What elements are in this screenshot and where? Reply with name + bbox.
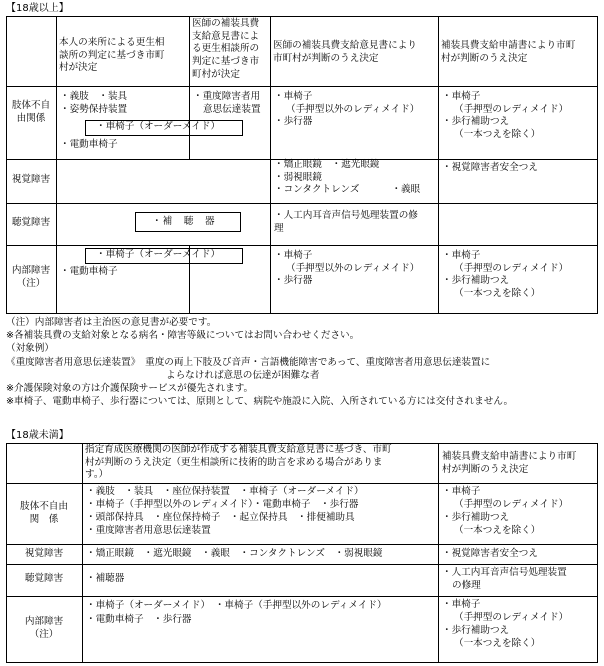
divider: [6, 544, 598, 545]
u18-visual-col2: ・視覚障害者安全つえ: [442, 548, 538, 559]
header-col3: 医師の補装具費支給意見書により 市町村が判断のうえ決定: [273, 40, 417, 64]
row-label-visual: 視覚障害: [11, 174, 51, 185]
u18-limb-col2-items: ・車椅子 （手押型のレディメイド） ・歩行補助つえ （一本つえを除く）: [442, 486, 569, 537]
u18-hearing-col2: ・人工内耳音声信号処理装置 の修理: [442, 567, 567, 591]
u18-header-col1: 指定育成医療機関の医師が作成する補装具費支給意見書に基づき、市町 村が判断のうえ決定（更生相談所に技術的助言を求める場合がありま す。）: [85, 444, 392, 481]
u18-row-label-visual: 視覚障害: [24, 548, 64, 559]
internal-col3-items: ・車椅子 （手押型以外のレディメイド） ・歩行器: [274, 250, 420, 287]
internal-col1-boxed-text: ・車椅子（オーダーメイド）: [96, 249, 221, 260]
internal-col4-items: ・車椅子 （手押型のレディメイド） ・歩行補助つえ （一本つえを除く）: [442, 250, 569, 299]
u18-row-label-hearing: 聴覚障害: [24, 573, 64, 584]
section-label-over18: 【18歳以上】: [6, 3, 69, 14]
divider: [6, 203, 598, 204]
divider: [6, 86, 598, 87]
divider: [56, 16, 57, 314]
u18-hearing-col1: ・補聴器: [86, 573, 125, 584]
visual-col4-items: ・視覚障害者安全つえ: [442, 162, 538, 173]
limb-col3-items: ・車椅子 （手押型以外のレディメイド） ・歩行器: [274, 91, 420, 128]
divider: [6, 596, 598, 597]
divider: [189, 16, 190, 159]
u18-header-col2: 補装具費支給申請書により市町 村が判断のうえ決定: [442, 451, 577, 475]
u18-internal-col2: ・車椅子 （手押型のレディメイド） ・歩行補助つえ （一本つえを除く）: [442, 599, 569, 650]
divider: [82, 443, 83, 663]
limb-col2-items: ・重度障害者用 意思伝達装置: [193, 91, 261, 115]
u18-row-label-internal: 内部障害 （注）: [24, 616, 64, 640]
u18-internal-col1: ・車椅子（オーダーメイド） ・車椅子（手押型以外のレディメイド） ・電動車椅子 ・歩行器: [86, 600, 387, 626]
u18-limb-col1-items: ・義肢 ・装具 ・座位保持装置 ・車椅子（オーダーメイド） ・車椅子（手押型以外のレディメイド）・電動車椅子 ・歩行器 ・頭部保持具 ・座位保持椅子 ・起立保持具 ・排便補助具 ・重度障害者用意思伝達装置: [86, 486, 364, 537]
limb-col1-boxed-text: ・車椅子（オーダーメイド）: [96, 121, 221, 132]
limb-col1-items: ・義肢 ・装具 ・姿勢保持装置: [60, 91, 128, 115]
row-label-limb: 肢体不自 由関係: [11, 100, 51, 124]
header-col2: 医師の補装具費 支給意見書によ る更生相談所の 判定に基づき市 町村が決定: [192, 18, 260, 80]
divider: [270, 16, 271, 314]
u18-visual-col1: ・矯正眼鏡 ・遮光眼鏡 ・義眼 ・コンタクトレンズ ・弱視眼鏡: [86, 548, 383, 559]
row-label-internal: 内部障害 （注）: [11, 265, 51, 289]
header-col4: 補装具費支給申請書により市町 村が判断のうえ決定: [441, 40, 576, 64]
hearing-boxed-text: ・補 聴 器: [152, 216, 216, 227]
divider: [438, 443, 439, 663]
divider: [438, 16, 439, 314]
limb-col1-after: ・電動車椅子: [60, 139, 118, 150]
hearing-col3-items: ・人工内耳音声信号処理装置の修 理: [274, 210, 418, 234]
u18-row-label-limb: 肢体不自由 関 係: [20, 501, 68, 525]
internal-col1-after: ・電動車椅子: [60, 266, 118, 277]
divider: [6, 245, 598, 246]
visual-col3-items: ・矯正眼鏡 ・遮光眼鏡 ・弱視眼鏡 ・コンタクトレンズ ・義眼: [274, 159, 421, 196]
header-col1: 本人の来所による更生相 談所の判定に基づき市町 村が決定: [59, 37, 165, 74]
divider: [6, 564, 598, 565]
row-label-hearing: 聴覚障害: [11, 217, 51, 228]
limb-col4-items: ・車椅子 （手押型のレディメイド） ・歩行補助つえ （一本つえを除く）: [442, 91, 569, 140]
section-label-under18: 【18歳未満】: [6, 430, 69, 441]
notes-over18: （注）内部障害者は主治医の意見書が必要です。 ※各補装具費の支給対象となる病名・障害等級についてはお問い合わせください。 （対象例） 《重度障害者用意思伝達装置》 重度の両上下肢及び音声・言語機能障害であって、重度障害者用意思伝達装置に よらなければ意思の伝達が困難な者 ※介護保険対象の方は介護保険サービスが優先されます。 ※車椅子、電動車椅子、歩行器については、原則として、病院や施設に入院、入所されている方には交付されません。: [6, 317, 514, 408]
divider: [6, 483, 598, 484]
